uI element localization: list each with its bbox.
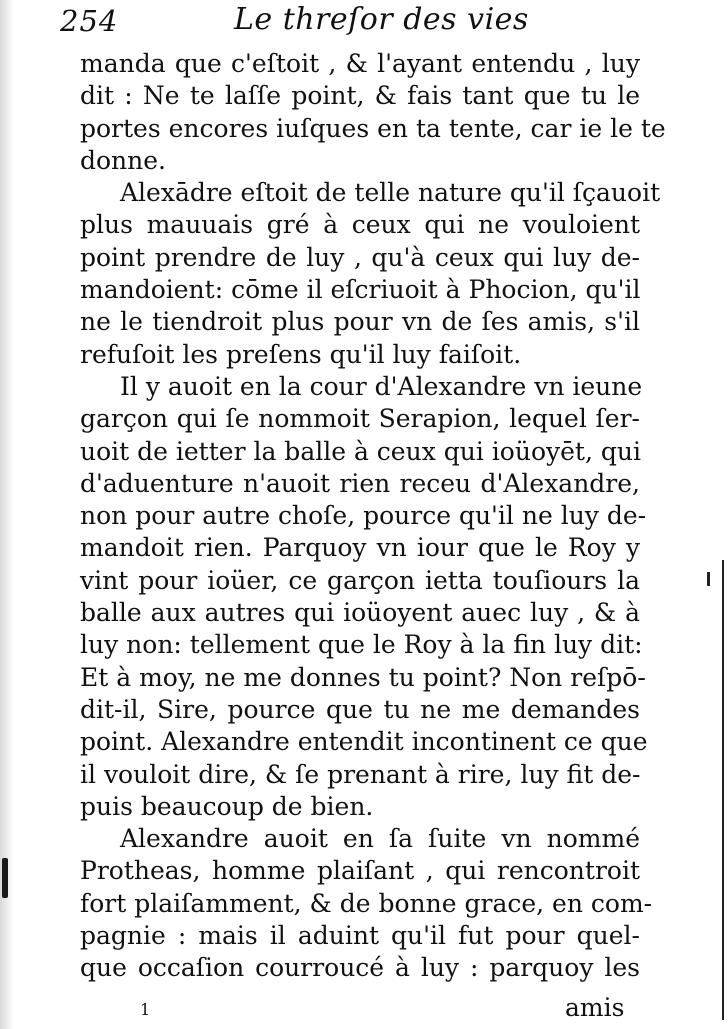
text-line: non pour autre choſe, pource qu'il ne luy de- — [80, 501, 647, 531]
text-line: puis beaucoup de bien. — [80, 791, 374, 821]
page-header — [60, 0, 680, 48]
text-line: dit-il, Sire, pource que tu ne me demandes — [80, 694, 640, 724]
text-line: que occaſion courroucé à luy : parquoy les — [80, 953, 640, 983]
text-line: il vouloit dire, & ſe prenant à rire, luy fit de- — [80, 759, 641, 789]
body-text — [80, 48, 666, 985]
text-line: balle aux autres qui ioüoyent auec luy , & à — [80, 598, 640, 628]
text-line: dit : Ne te laſſe point, & fais tant que tu le — [80, 81, 640, 111]
text-line: Il y auoit en la cour d'Alexandre vn ieune — [120, 371, 643, 401]
page-number: 254 — [60, 4, 119, 38]
catchword: amis — [565, 993, 625, 1022]
text-line: vint pour ioüer, ce garçon ietta touſiours la — [80, 565, 640, 595]
text-line: point prendre de luy , qu'à ceux qui luy de- — [80, 242, 640, 272]
text-line: point. Alexandre entendit incontinent ce que — [80, 727, 648, 757]
binding-mark — [2, 858, 8, 898]
text-line: mandoit rien. Parquoy vn iour que le Roy y — [80, 533, 640, 563]
text-line: luy non: tellement que le Roy à la fin luy dit: — [80, 630, 643, 660]
text-line: refuſoit les preſens qu'il luy faiſoit. — [80, 339, 522, 369]
running-title: Le threſor des vies — [234, 2, 529, 37]
text-line: Et à moy, ne me donnes tu point? Non reſpō- — [80, 662, 646, 692]
signature-mark: 1 — [140, 1000, 151, 1019]
text-line: ne le tiendroit plus pour vn de ſes amis, s'il — [80, 307, 640, 337]
page-edge-tick — [707, 572, 710, 586]
page-right-edge — [722, 560, 724, 1020]
text-line: uoit de ietter la balle à ceux qui ioüoyēt, qui — [80, 436, 641, 466]
text-line: fort plaiſamment, & de bonne grace, en com- — [80, 888, 653, 918]
text-line: Alexandre auoit en ſa ſuite vn nommé — [120, 824, 640, 854]
text-line: plus mauuais gré à ceux qui ne vouloient — [80, 210, 640, 240]
text-line: d'aduenture n'auoit rien receu d'Alexandre, — [80, 468, 640, 498]
text-line: donne. — [80, 145, 166, 175]
text-line: manda que c'eſtoit , & l'ayant entendu , luy — [80, 49, 640, 78]
text-line: pagnie : mais il aduint qu'il fut pour quel- — [80, 921, 640, 951]
text-line: garçon qui ſe nommoit Serapion, lequel ſer- — [80, 404, 640, 434]
text-line: portes encores iuſques en ta tente, car ie le te — [80, 113, 666, 143]
text-line: Alexādre eſtoit de telle nature qu'il ſçauoit — [120, 178, 661, 208]
text-line: mandoient: cōme il eſcriuoit à Phocion, qu'il — [80, 275, 641, 305]
text-line: Protheas, homme plaiſant , qui rencontroit — [80, 856, 640, 886]
